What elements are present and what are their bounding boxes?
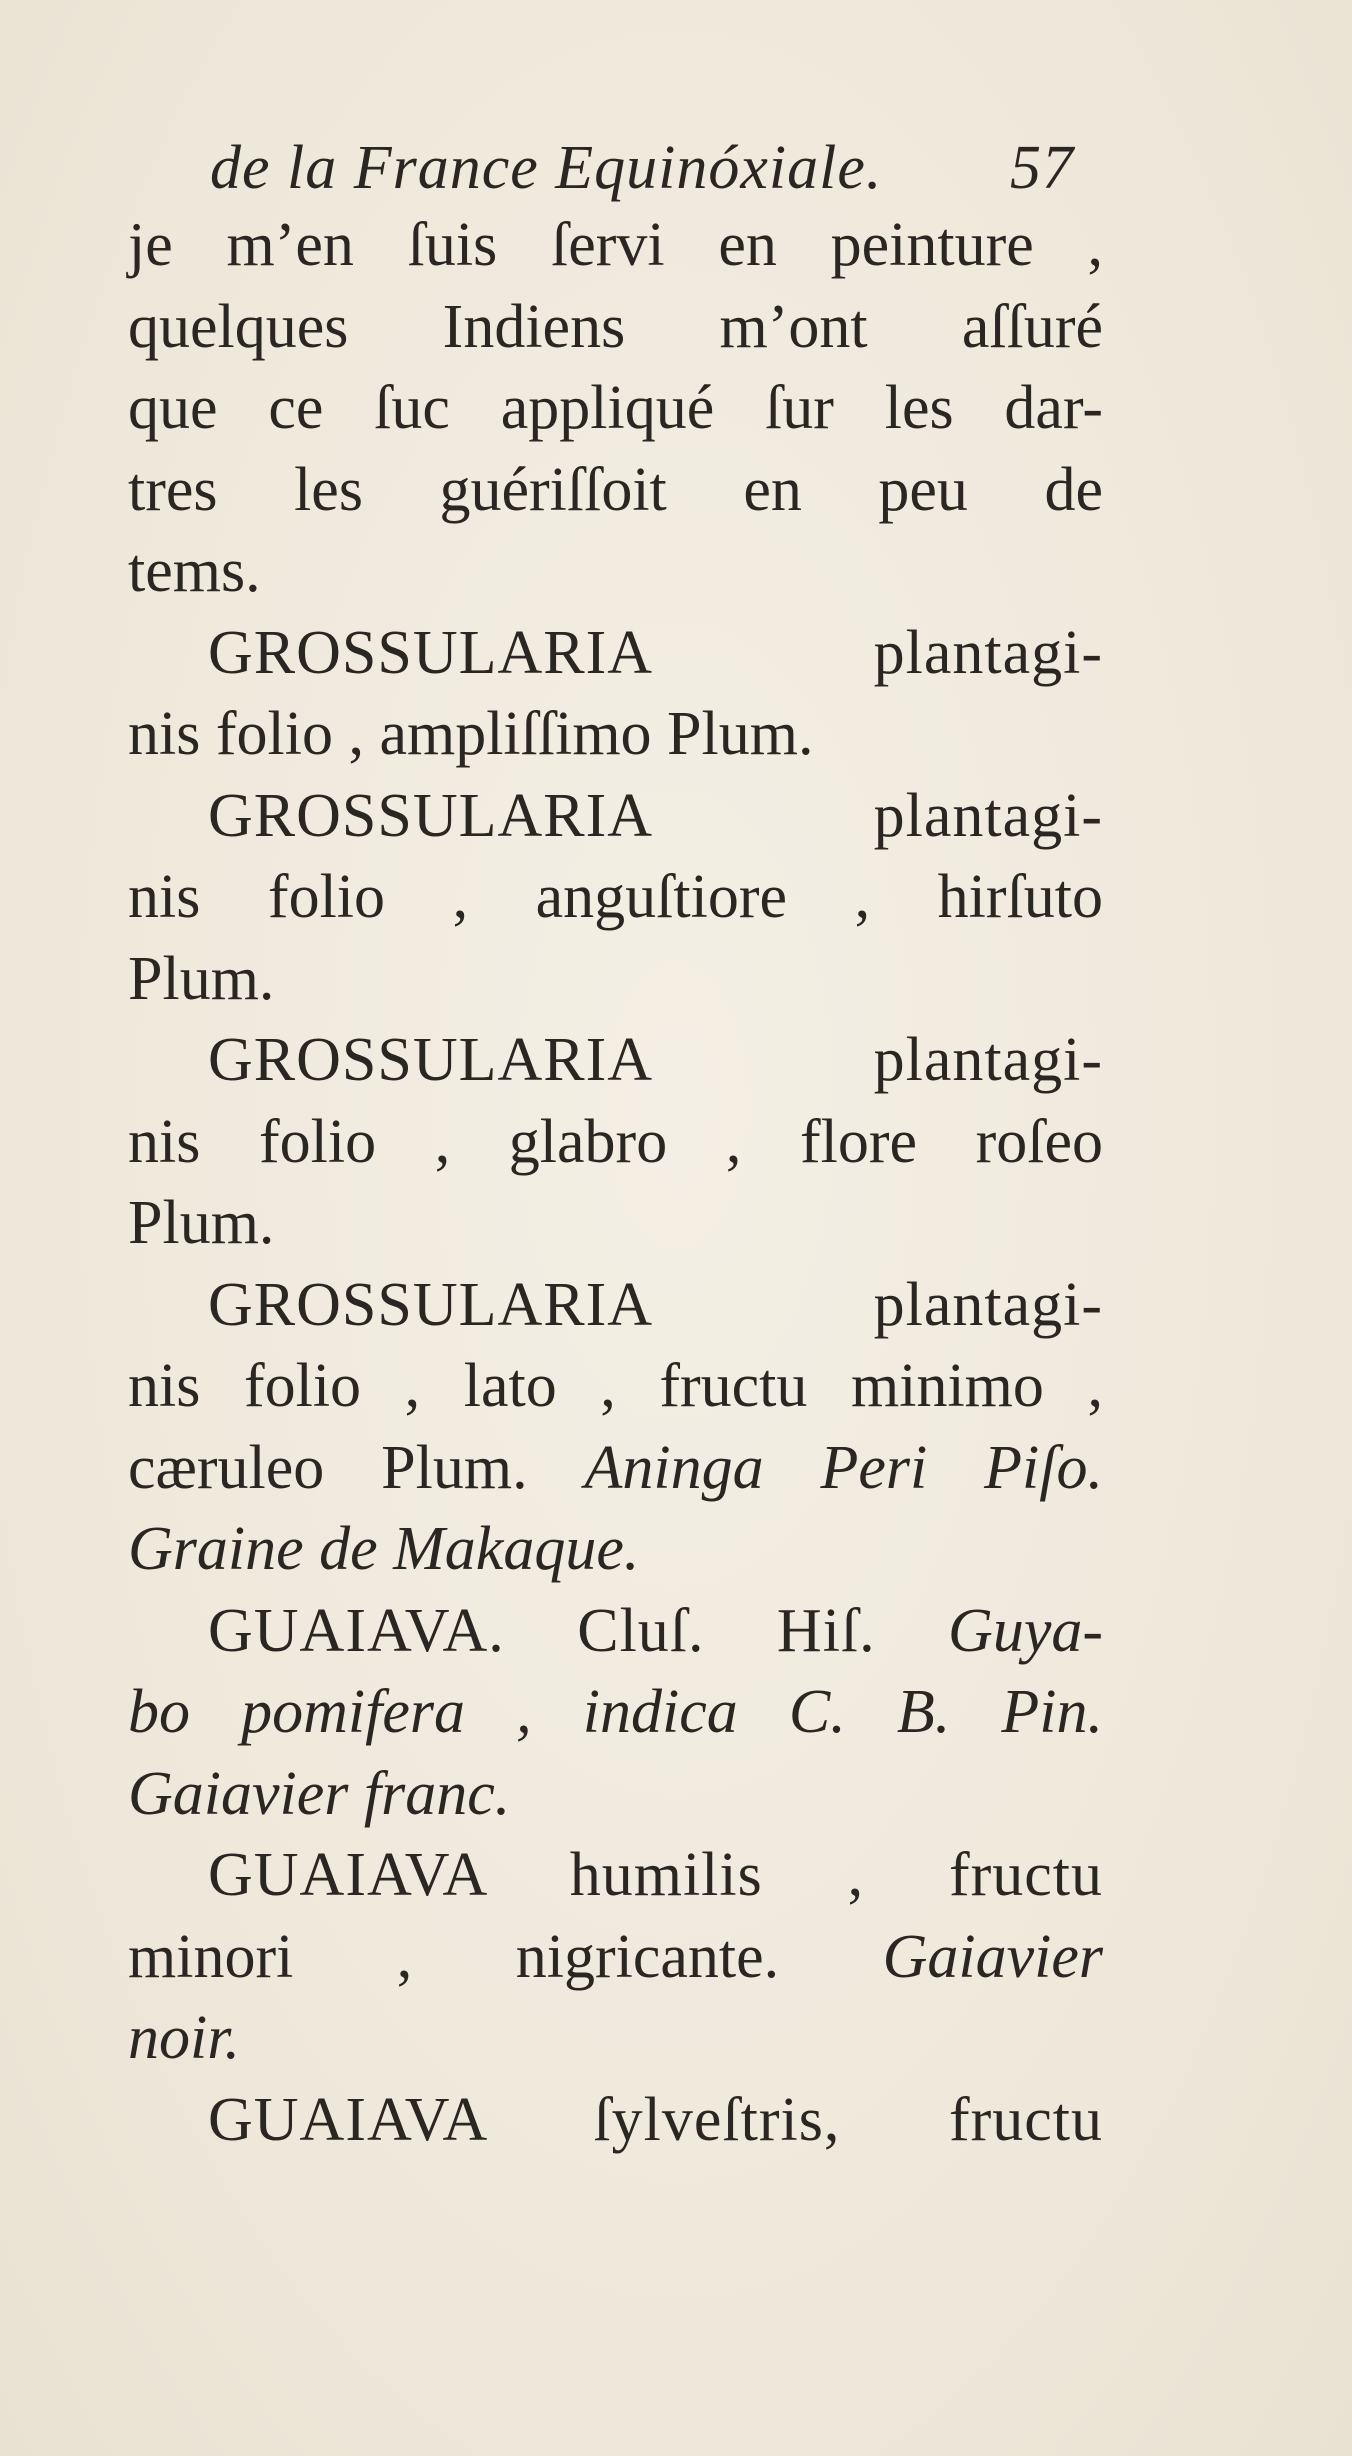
text-line xyxy=(128,1672,1103,1754)
roman-text: minori , nigricante. xyxy=(128,1922,883,1991)
italic-text: Aninga Peri Piſo. xyxy=(584,1433,1103,1502)
entry-heading-line: GROSSULARIA plantagi- xyxy=(208,618,1103,687)
italic-text: Gaiavier franc. xyxy=(128,1759,511,1828)
text-line xyxy=(128,1428,1103,1510)
italic-text: Guya- xyxy=(948,1596,1103,1665)
entry-heading-line: GUAIAVA ſylveſtris, fructu xyxy=(208,2085,1103,2154)
text-line xyxy=(128,1754,1103,1836)
entry-heading-line: GUAIAVA humilis , fructu xyxy=(208,1841,1103,1909)
text-line: que ce ſuc appliqué ſur les dar- xyxy=(128,374,1103,442)
text-line xyxy=(128,1998,1103,2080)
text-line: je m’en ſuis ſervi en peinture , xyxy=(128,211,1103,279)
italic-text: Gaiavier xyxy=(882,1922,1103,1991)
text-line: nis folio , anguſtiore , hirſuto xyxy=(128,863,1103,931)
entry-heading-line: GROSSULARIA plantagi- xyxy=(208,781,1103,850)
page-body-text xyxy=(128,205,1103,2161)
text-line: nis folio , ampliſſimo Plum. xyxy=(128,700,814,768)
italic-text: noir. xyxy=(128,2004,240,2072)
text-line: nis folio , lato , fructu minimo , xyxy=(128,1352,1103,1420)
text-line: quelques Indiens m’ont aſſuré xyxy=(128,292,1103,361)
text-line xyxy=(128,1917,1103,1999)
entry-heading-line xyxy=(128,1591,1103,1673)
page-number: 57 xyxy=(1010,134,1074,202)
text-line: nis folio , glabro , flore roſeo xyxy=(128,1107,1103,1176)
running-title: de la France Equinóxiale. xyxy=(210,134,883,202)
roman-text: cæruleo Plum. xyxy=(128,1433,585,1502)
entry-heading-line: GROSSULARIA plantagi- xyxy=(208,1026,1103,1094)
page-header xyxy=(210,128,1110,208)
text-line: tems. xyxy=(128,537,261,605)
text-line: Plum. xyxy=(128,1189,275,1257)
entry-heading-line: GROSSULARIA plantagi- xyxy=(208,1270,1103,1339)
italic-text: bo pomifera , indica C. B. Pin. xyxy=(128,1678,1103,1746)
text-line: tres les guériſſoit en peu de xyxy=(128,455,1103,524)
text-line xyxy=(128,1509,1103,1591)
italic-text: Graine de Makaque. xyxy=(128,1515,640,1583)
text-line: Plum. xyxy=(128,944,275,1013)
roman-text: GUAIAVA. Cluſ. Hiſ. xyxy=(208,1596,949,1665)
